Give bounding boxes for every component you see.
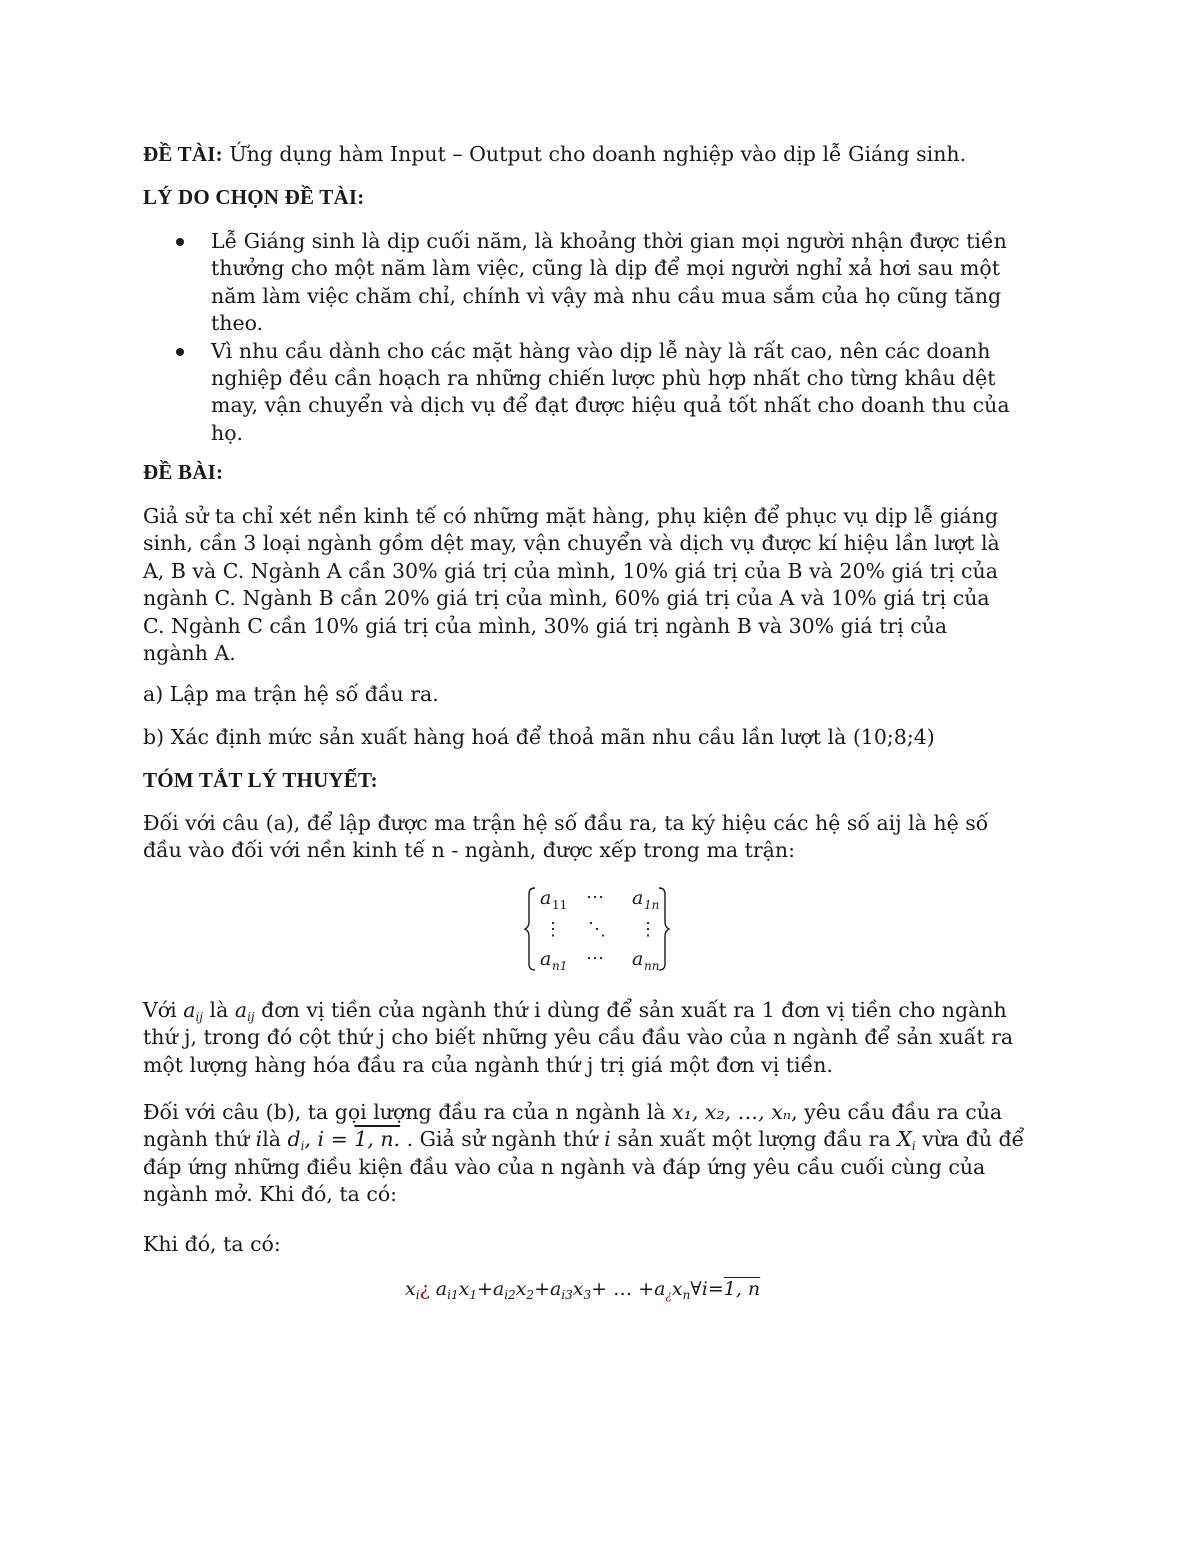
bullet-icon (176, 348, 184, 356)
para-a-line-2: thứ j, trong đó cột thứ j cho biết những yêu cầu đầu vào của n ngành để sản xuất ra (143, 1025, 1014, 1050)
para-a-line-1 (143, 997, 1063, 1024)
para-b-prefix: Đối với câu (b), ta gọi lượng đầu ra của n ngành là (143, 1100, 673, 1124)
reason-heading: LÝ DO CHỌN ĐỀ TÀI: (143, 185, 365, 209)
eq-x3: x (572, 1278, 584, 1300)
para-b-suffix: , yêu cầu đầu ra của (791, 1100, 1003, 1124)
eq-a2: a (492, 1278, 505, 1300)
matrix-a1n-sub: 1n (644, 898, 660, 912)
aij-symbol-2: a (234, 998, 248, 1022)
para-b-line-4: ngành mở. Khi đó, ta có: (143, 1182, 398, 1207)
problem-line-3: A, B và C. Ngành A cần 30% giá trị của mình, 10% giá trị của B và 20% giá trị của (143, 558, 998, 583)
para-a-mid: là (203, 998, 235, 1022)
reason-bullet-1 (143, 228, 1063, 338)
bullet-1-line-1: Lễ Giáng sinh là dịp cuối năm, là khoảng thời gian mọi người nhận được tiền (211, 229, 1007, 253)
matrix-left-bracket (525, 888, 535, 970)
bullet-1-line-4: theo. (211, 311, 264, 336)
para-b-i2: i (604, 1127, 611, 1152)
eq-xn: x (671, 1278, 683, 1300)
matrix-a1n: a (632, 887, 644, 909)
matrix-hdots-bottom: ⋯ (586, 948, 604, 969)
demand-symbol: d (287, 1127, 301, 1152)
topic-label: ĐỀ TÀI: (143, 142, 223, 166)
problem-line-4: ngành C. Ngành B cần 20% giá trị của mình, 60% giá trị của A và 10% giá trị của (143, 586, 990, 611)
eq-x2: x (515, 1278, 527, 1300)
eq-cond: i= (701, 1278, 724, 1300)
eq-range: 1, n (723, 1278, 761, 1300)
para-b-line-2 (143, 1126, 1063, 1153)
problem-line-1: Giả sử ta chỉ xét nền kinh tế có những mặt hàng, phụ kiện để phục vụ dịp lễ giáng (143, 504, 999, 528)
eq-lhs: x (405, 1278, 416, 1300)
coefficient-matrix (381, 874, 681, 984)
theory-heading: TÓM TẮT LÝ THUYẾT: (143, 768, 378, 792)
problem-line-2: sinh, cần 3 loại ngành gồm dệt may, vận chuyển và dịch vụ được kí hiệu lần lượt là (143, 531, 1000, 556)
eq-dots: + … + (591, 1278, 655, 1300)
eq-xn-sub: n (682, 1288, 691, 1302)
theory-para-a (143, 997, 1063, 1079)
matrix-hdots-top: ⋯ (586, 887, 604, 908)
para-b-la: là (262, 1127, 288, 1152)
eq-x1-sub: 1 (469, 1288, 477, 1302)
reason-bullet-list (143, 228, 1063, 447)
bullet-2-line-4: họ. (211, 420, 244, 445)
para-b-i: i (255, 1127, 263, 1152)
topic-text: Ứng dụng hàm Input – Output cho doanh nghiệp vào dịp lễ Giáng sinh. (229, 142, 967, 166)
para-b-l2-end: vừa đủ để (915, 1127, 1025, 1152)
matrix-a11-sub: 11 (552, 898, 568, 912)
para-b-l2-rest: . Giả sử ngành thứ (400, 1127, 605, 1152)
eq-x3-sub: 3 (583, 1288, 592, 1302)
closing-line: Khi đó, ta có: (143, 1232, 281, 1256)
matrix-vdots-left: ⋮ (544, 919, 562, 940)
problem-line-5: C. Ngành C cần 10% giá trị của mình, 30% giá trị ngành B và 30% giá trị của (143, 613, 948, 638)
para-a-rest: đơn vị tiền của ngành thứ i dùng để sản xuất ra 1 đơn vị tiền cho ngành (254, 998, 1007, 1022)
aij-symbol: a (183, 998, 196, 1022)
part-a: a) Lập ma trận hệ số đầu ra. (143, 682, 439, 706)
theory-intro-line-2: đầu vào đối với nền kinh tế n - ngành, được xếp trong ma trận: (143, 838, 795, 863)
matrix-ddots: ⋱ (588, 919, 606, 940)
matrix-vdots-right: ⋮ (639, 919, 657, 940)
eq-lhs-sub: i (415, 1288, 420, 1302)
para-b-l2-rest2: sản xuất một lượng đầu ra (610, 1127, 898, 1152)
topic-line (143, 141, 1063, 168)
matrix-ann: a (632, 948, 644, 970)
demand-subscript: i (300, 1139, 305, 1154)
outputs-math: x₁, x₂, …, xₙ (672, 1100, 792, 1124)
bullet-2-line-2: nghiệp đều cần hoạch ra những chiến lược phù hợp nhất cho từng khâu dệt (211, 366, 996, 391)
matrix-a11: a (540, 887, 552, 909)
equation: $x_i¿$ $a_{i1}x_1+a_{i2}x_2+a_{i3}x_3+$ … $+a_¿x_n\forall i=1$, n (405, 1278, 761, 1302)
index-condition: , i = (304, 1127, 355, 1152)
eq-a1: a (435, 1278, 448, 1300)
eq-forall: ∀ (690, 1278, 702, 1300)
para-a-line-3: một lượng hàng hóa đầu ra của ngành thứ j trị giá một đơn vị tiền. (143, 1052, 833, 1077)
reason-bullet-2 (143, 338, 1063, 448)
para-b-l2-prefix: ngành thứ (143, 1127, 256, 1152)
eq-a1-sub: i1 (447, 1288, 459, 1302)
theory-para-b (143, 1099, 1063, 1209)
problem-line-6: ngành A. (143, 641, 236, 666)
index-range: 1, n. (354, 1127, 401, 1152)
eq-an-sub: ¿ (665, 1288, 672, 1302)
theory-intro-line-1: Đối với câu (a), để lập được ma trận hệ số đầu ra, ta ký hiệu các hệ số aij là hệ số (143, 811, 989, 835)
output-X-subscript: i (911, 1139, 916, 1154)
matrix-an1: a (540, 948, 552, 970)
bullet-icon (176, 238, 184, 246)
part-b: b) Xác định mức sản xuất hàng hoá để thoả mãn nhu cầu lần lượt là (10;8;4) (143, 725, 935, 749)
para-b-line-3: đáp ứng những điều kiện đầu vào của n ngành và đáp ứng yêu cầu cuối cùng của (143, 1154, 986, 1179)
eq-x2-sub: 2 (526, 1288, 535, 1302)
bullet-2-line-1: Vì nhu cầu dành cho các mặt hàng vào dịp lễ này là rất cao, nên các doanh (211, 338, 991, 363)
eq-a3: a (549, 1278, 562, 1300)
eq-a3-sub: i3 (561, 1288, 573, 1302)
problem-body (143, 503, 1063, 667)
bullet-1-line-3: năm làm việc chăm chỉ, chính vì vậy mà nhu cầu mua sắm của họ cũng tăng (211, 283, 1002, 308)
matrix-right-bracket (659, 888, 669, 970)
bullet-2-line-3: may, vận chuyển và dịch vụ để đạt được hiệu quả tốt nhất cho doanh thu của (211, 393, 1010, 418)
eq-x1: x (458, 1278, 470, 1300)
para-b-line-1 (143, 1099, 1063, 1126)
output-X-symbol: X (897, 1127, 912, 1152)
eq-an: a (654, 1278, 666, 1300)
matrix-ann-sub: nn (644, 959, 660, 973)
problem-heading: ĐỀ BÀI: (143, 460, 224, 484)
eq-a2-sub: i2 (504, 1288, 516, 1302)
aij-subscript-2: ij (247, 1010, 255, 1024)
aij-subscript: ij (195, 1010, 204, 1024)
matrix-an1-sub: n1 (552, 959, 568, 973)
para-a-prefix: Với (143, 998, 184, 1022)
bullet-1-line-2: thưởng cho một năm làm việc, cũng là dịp để mọi người nghỉ xả hơi sau một (211, 256, 1000, 281)
theory-intro (143, 810, 1063, 865)
eq-glyph: ¿ (419, 1278, 430, 1300)
